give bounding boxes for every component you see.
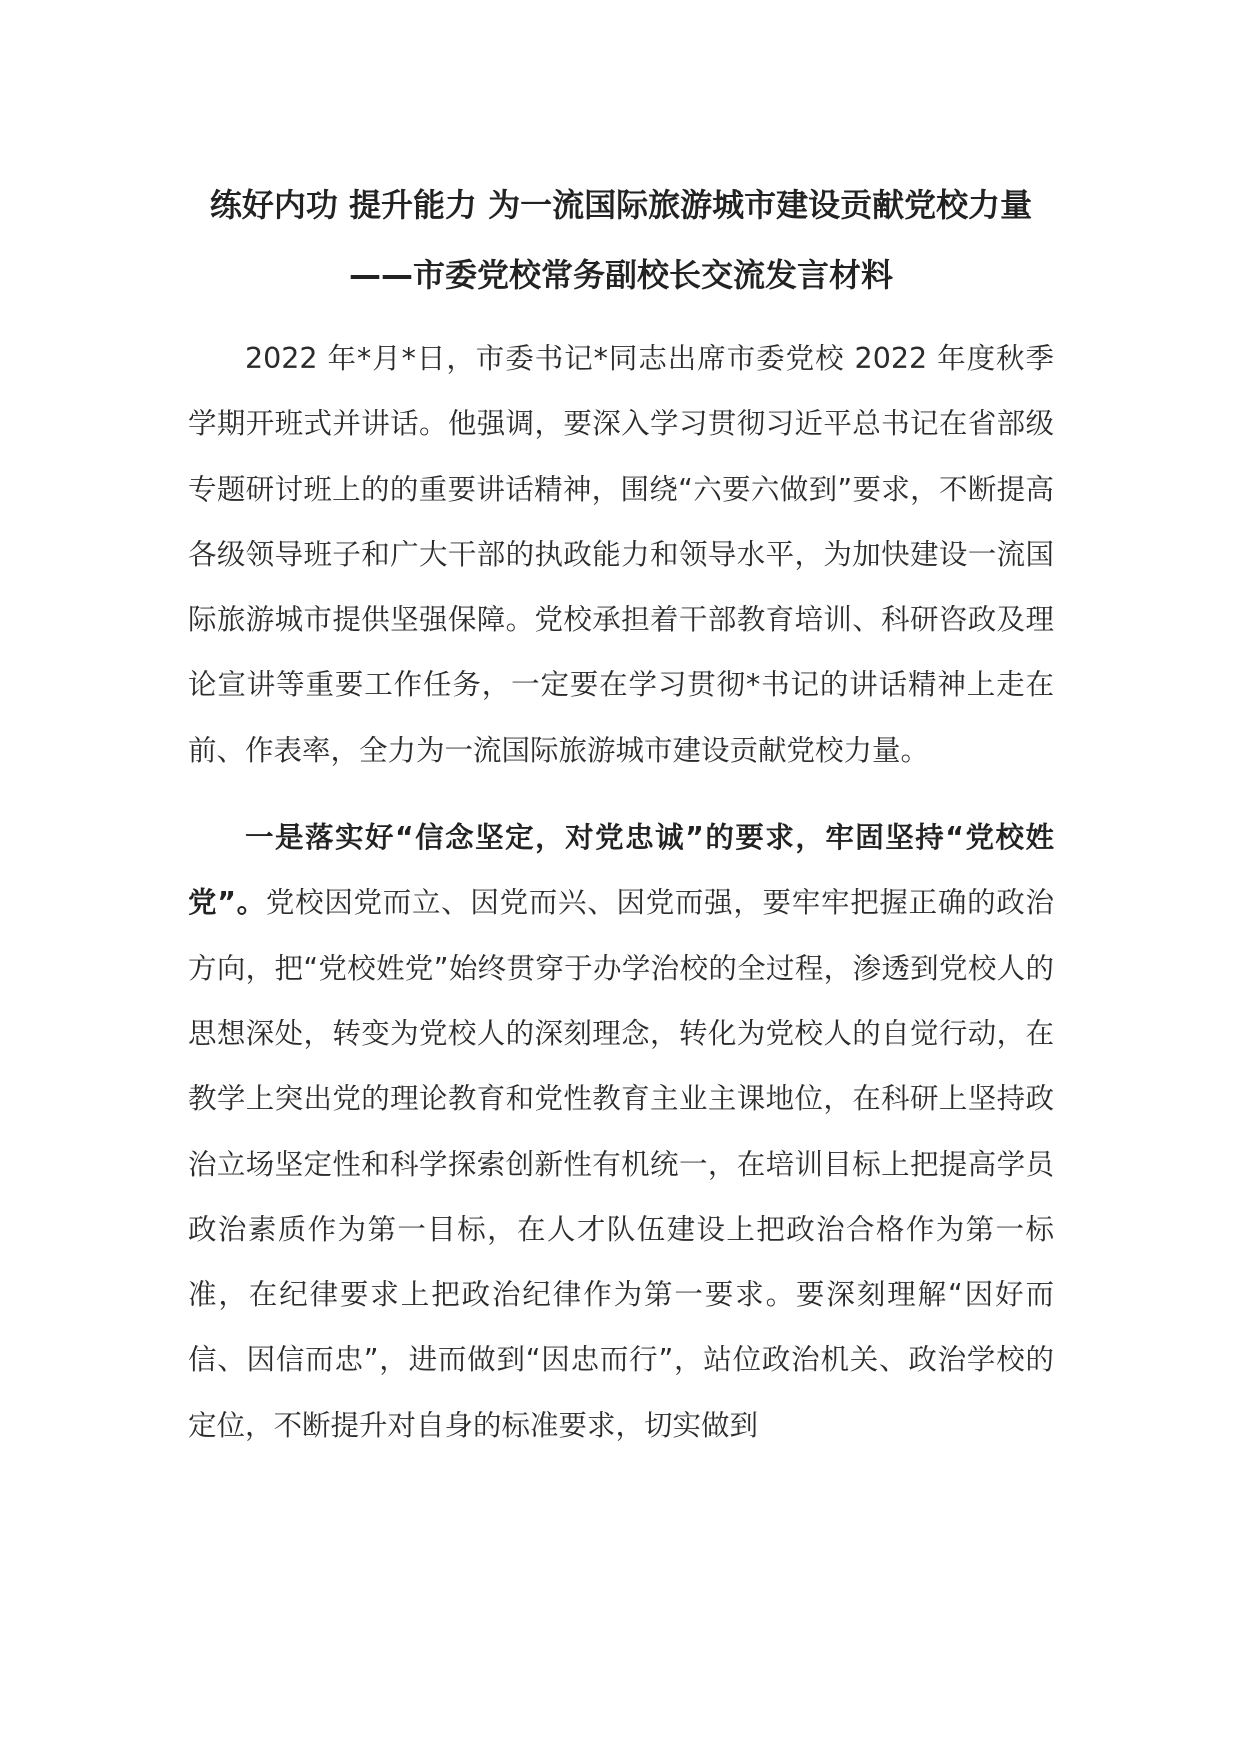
document-title: 练好内功 提升能力 为一流国际旅游城市建设贡献党校力量: [209, 186, 1033, 224]
paragraph-point-one: [188, 805, 1054, 1458]
document-subtitle: ——市委党校常务副校长交流发言材料: [348, 256, 893, 294]
paragraph-text: 党校因党而立、因党而兴、因党而强，要牢牢把握正确的政治方向，把“党校姓党”始终贯穿于办学治校的全过程，渗透到党校人的思想深处，转变为党校人的深刻理念，转化为党校人的自觉行动，在教学上突出党的理论教育和党性教育主业主课地位，在科研上坚持政治立场坚定性和科学探索创新性有机统一，在培训目标上把提高学员政治素质作为第一目标，在人才队伍建设上把政治合格作为第一标准，在纪律要求上把政治纪律作为第一要求。要深刻理解“因好而信、因信而忠”，进而做到“因忠而行”，站位政治机关、政治学校的定位，不断提升对自身的标准要求，切实做到: [188, 886, 1054, 1442]
paragraph-intro: [188, 326, 1054, 783]
paragraph-text: 2022 年*月*日，市委书记*同志出席市委党校 2022 年度秋季学期开班式并讲话。他强调，要深入学习贯彻习近平总书记在省部级专题研讨班上的的重要讲话精神，围绕“六要六做到”要求，不断提高各级领导班子和广大干部的执政能力和领导水平，为加快建设一流国际旅游城市提供坚强保障。党校承担着干部教育培训、科研咨政及理论宣讲等重要工作任务，一定要在学习贯彻*书记的讲话精神上走在前、作表率，全力为一流国际旅游城市建设贡献党校力量。: [188, 342, 1054, 767]
document-body: [188, 170, 1054, 1458]
paragraph-lead: 一是落实好“信念坚定，对党忠诚”的要求，牢固坚持“党校姓党”。: [188, 821, 1054, 920]
